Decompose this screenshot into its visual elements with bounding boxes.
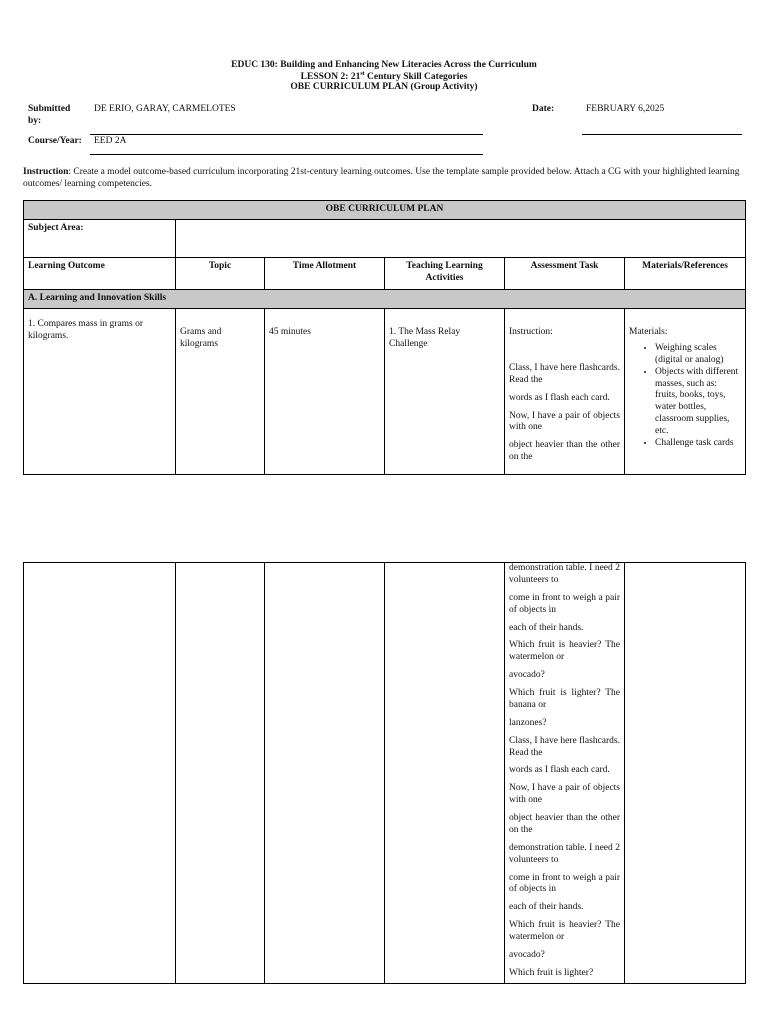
assessment-line: demonstration table. I need 2 volunteers to [509,842,620,865]
lesson-title-pre: LESSON 2: 21 [300,72,361,83]
topic-cell [176,563,265,984]
col-header-materials: Materials/References [625,258,746,290]
assessment-line: avocado? [509,949,545,960]
assessment-line: object heavier than the other on the [509,440,620,463]
submitted-by-label: Submitted by: [28,104,71,126]
subject-area-value[interactable] [176,220,746,258]
materials-item: • Challenge task cards [655,438,741,450]
col-header-assessment-task: Assessment Task [505,258,625,290]
assessment-line: words as I flash each card. [509,392,610,403]
assessment-line: Now, I have a pair of objects with one [509,410,620,433]
submitted-by-underline [90,134,483,135]
assessment-line: Class, I have here flashcards. Read the [509,735,620,758]
assessment-line: object heavier than the other on the [509,813,620,835]
date-value[interactable]: FEBRUARY 6,2025 [586,104,665,114]
materials-cell [625,563,746,984]
lesson-title-post: Century Skill Categories [364,72,468,83]
assessment-line: come in front to weigh a pair of objects in [509,592,620,615]
materials-item: • Objects with different masses, such as: fruits, books, toys, water bottles, classroom supplies, etc. [655,367,741,438]
assessment-line: Instruction: [509,327,553,337]
course-title: EDUC 130: Building and Enhancing New Literacies Across the Curriculum [231,60,537,70]
instruction [23,167,745,191]
materials-cell [625,309,746,475]
section-a-header: A. Learning and Innovation Skills [24,290,746,309]
time-cell [265,563,385,984]
assessment-cell [505,309,625,475]
lesson-title-sup: st [360,71,365,77]
assessment-line: Which fruit is heavier? The watermelon or [509,640,620,663]
materials-label: Materials: [629,327,668,337]
assessment-line: Which fruit is heavier? The watermelon or [509,920,620,942]
course-year-underline [90,154,483,155]
assessment-line: words as I flash each card. [509,765,610,776]
assessment-line: come in front to weigh a pair of objects in [509,872,620,895]
date-label: Date: [532,104,555,114]
topic-cell: Grams and kilograms [176,309,265,475]
obe-plan-table-continued [23,562,746,984]
instruction-text: : Create a model outcome-based curriculum incorporating 21st-century learning outcomes. Use the template sample provided below. Attach a CG with your highlighted learning outcomes/ learning competencies. [23,167,740,189]
assessment-line: Now, I have a pair of objects with one [509,783,620,806]
assessment-cell [505,563,625,984]
materials-item: • Weighing scales (digital or analog) [655,343,741,367]
table-row [24,309,746,475]
time-cell: 45 minutes [265,309,385,475]
assessment-line: demonstration table. I need 2 volunteers to [509,563,620,585]
assessment-line: avocado? [509,670,545,681]
assessment-line: lanzones? [509,717,547,728]
col-header-time-allotment: Time Allotment [265,258,385,290]
col-header-topic: Topic [176,258,265,290]
date-underline [582,134,742,135]
instruction-label: Instruction [23,167,69,177]
obe-plan-table [23,200,746,475]
learning-outcome-cell: 1. Compares mass in grams or kilograms. [24,309,176,475]
assessment-line: Which fruit is lighter? [509,967,594,978]
table-title: OBE CURRICULUM PLAN [24,201,746,220]
activity-cell: 1. The Mass Relay Challenge [385,309,505,475]
submitted-by-value[interactable]: DE ERIO, GARAY, CARMELOTES [94,104,236,114]
course-year-label: Course/Year: [28,136,82,146]
course-year-value[interactable]: EED 2A [94,136,127,146]
assessment-line: Which fruit is lighter? The banana or [509,688,620,710]
assessment-line: each of their hands. [509,902,584,913]
learning-outcome-cell [24,563,176,984]
table-row [24,563,746,984]
col-header-learning-outcome: Learning Outcome [24,258,176,290]
plan-title: OBE CURRICULUM PLAN (Group Activity) [290,82,478,92]
assessment-line: each of their hands. [509,622,584,633]
subject-area-label: Subject Area: [24,220,176,258]
materials-list [629,343,741,450]
assessment-line: Class, I have here flashcards. Read the [509,362,620,385]
col-header-teaching-activities: Teaching Learning Activities [385,258,505,290]
activity-cell [385,563,505,984]
